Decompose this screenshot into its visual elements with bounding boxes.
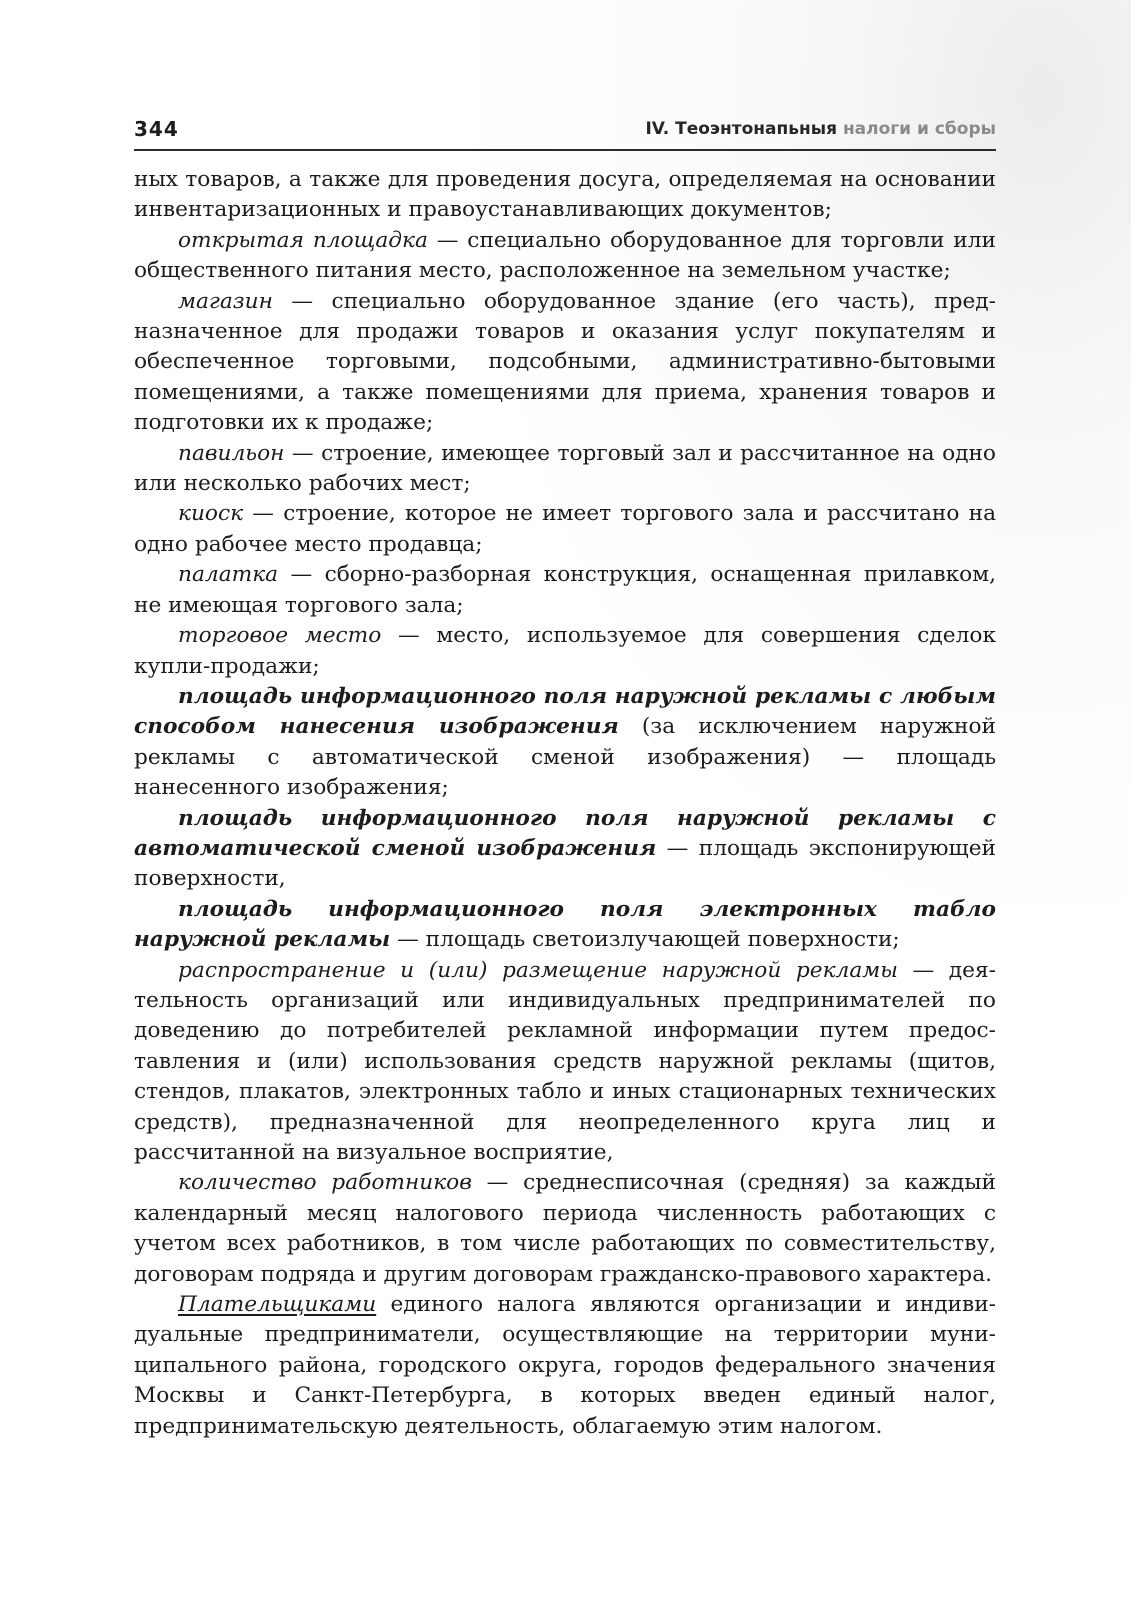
- definition-tent: [134, 560, 996, 621]
- definition-term: киоск: [178, 501, 244, 527]
- definition-pavilion: [134, 439, 996, 500]
- page-body: [134, 165, 996, 1442]
- definition-text: — среднесписочная (средняя) за каждый календарный месяц налогового периода численность работающих с учетом всех работников, в том числе работающих по совместительству, договорам подряда и другим договорам гражданско-правового характера.: [134, 1170, 996, 1287]
- definition-term: количество работников: [178, 1170, 472, 1196]
- definition-ad-area-any-method: [134, 682, 996, 804]
- definition-ad-distribution: [134, 956, 996, 1169]
- definition-text: (за исключением наружной рекламы с автоматической сменой изображения) — площадь нанесенного изображения;: [134, 714, 996, 801]
- definition-term: площадь информационного поля электронных табло наружной рекламы: [134, 896, 996, 953]
- definition-term: Плательщиками: [178, 1292, 377, 1318]
- running-head-text: IV. Теоэнтонапьныя: [645, 119, 838, 139]
- running-head: [645, 119, 996, 139]
- definition-text: — место, используемое для совершения сделок купли-продажи;: [134, 623, 996, 679]
- definition-store: [134, 287, 996, 439]
- definition-term: магазин: [178, 288, 273, 314]
- definition-open-area: [134, 226, 996, 287]
- definition-ad-area-electronic: [134, 895, 996, 956]
- definition-text: — деятельность организаций или индивидуальных предпринимателей по доведению до потребителей рекламной информации путем предоставления и (или) использования средств наружной рекламы (щитов, стендов, плакатов, электронных табло и иных стационарных технических средств), предназначенной для неопределенного круга лиц и рассчитанной на визуальное восприятие,: [134, 957, 996, 1165]
- definition-ad-area-automatic: [134, 804, 996, 895]
- paragraph-text: ных товаров, а также для проведения досуга, определяемая на основании инвентаризационных и правоустанавливающих документов;: [134, 167, 996, 223]
- definition-text: — сборно-разборная конструкция, оснащенная прилавком, не имеющая торгового зала;: [134, 562, 996, 618]
- definition-kiosk: [134, 499, 996, 560]
- paragraph-continuation: [134, 165, 996, 226]
- definition-term: распространение и (или) размещение наружной рекламы: [178, 957, 898, 983]
- definition-term: павильон: [178, 440, 285, 466]
- page-header: [134, 113, 996, 151]
- definition-term: площадь информационного поля наружной рекламы с автоматической сменой изображения: [134, 805, 996, 861]
- definition-term: площадь информационного поля наружной рекламы с любым способом нанесения изображения: [134, 683, 996, 740]
- definition-text: — строение, которое не имеет торгового зала и рассчитано на одно рабочее место продавца;: [134, 501, 996, 557]
- definition-text: — специально оборудованное для торговли или общественного питания место, расположенное на земельном участке;: [134, 227, 996, 284]
- paragraph-text: единого налога являются организации и индивидуальные предприниматели, осуществляющие на территории муниципального района, городского округа, городов федерального значения Москвы и Санкт-Петербурга, в которых введен единый налог, предпринимательскую деятельность, облагаемую этим налогом.: [134, 1292, 996, 1439]
- definition-text: — строение, имеющее торговый зал и рассчитанное на одно или несколько рабочих мест;: [134, 440, 996, 497]
- definition-term: палатка: [178, 562, 279, 588]
- paragraph-taxpayers: [134, 1290, 996, 1442]
- definition-term: торговое место: [178, 623, 382, 649]
- definition-text: — специально оборудованное здание (его часть), предназначенное для продажи товаров и оказания услуг покупателям и обеспеченное торговыми, подсобными, административно-бытовыми помещениями, а также помещениями для приема, хранения товаров и подготовки их к продаже;: [134, 288, 996, 436]
- definition-text: — площадь экспонирующей поверхности,: [134, 835, 996, 892]
- definition-employee-count: [134, 1168, 996, 1290]
- definition-term: открытая площадка: [178, 227, 428, 253]
- definition-text: — площадь светоизлучающей поверхности;: [390, 927, 900, 953]
- running-head-faded: налоги и сборы: [842, 119, 996, 139]
- definition-trading-place: [134, 621, 996, 682]
- page-number: 344: [134, 117, 179, 141]
